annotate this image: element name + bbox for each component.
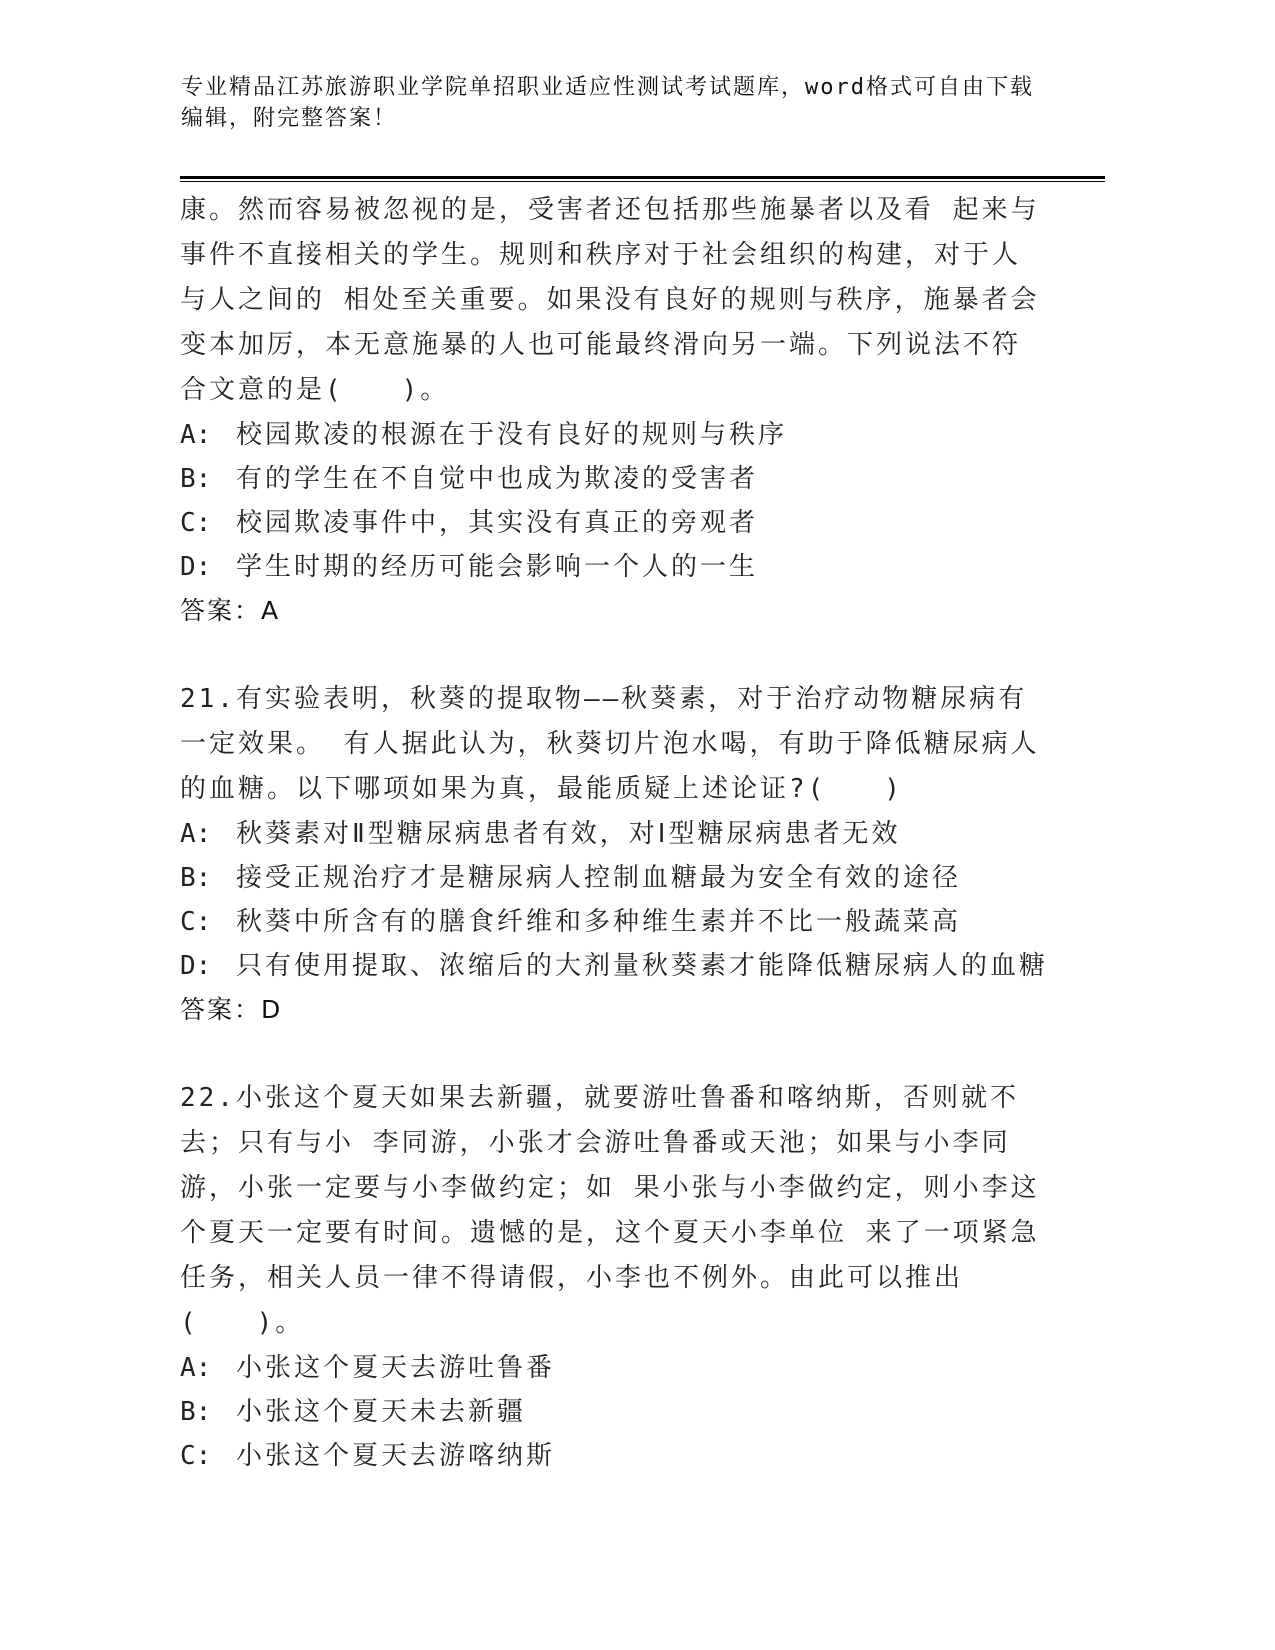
question-stem: 康。然而容易被忽视的是，受害者还包括那些施暴者以及看 起来与事件不直接相关的学生。规则和秩序对于社会组织的构建，对于人与人之间的 相处至关重要。如果没有良好的规则与秩序，施暴者会变本加厉，本无意施暴的人也可能最终滑向另一端。下列说法不符合文意的是( )。 [180,195,1040,405]
option-letter: B: [180,863,212,893]
option-d [180,944,1049,988]
document-header [181,72,1081,134]
option-text: 小张这个夏天未去新疆 [236,1397,527,1427]
option-text: 秋葵中所含有的膳食纤维和多种维生素并不比一般蔬菜高 [236,907,962,937]
question-21 [180,677,1049,1032]
option-letter: B: [180,464,212,494]
header-title-line-2: 编辑，附完整答案！ [181,106,398,131]
question-22 [180,1076,1040,1478]
question-spacer [180,633,1040,677]
answer-line: 答案：A [180,596,281,625]
option-text: 接受正规治疗才是糖尿病人控制血糖最为安全有效的途径 [236,863,962,893]
option-letter: B: [180,1397,212,1427]
option-a [180,1346,1040,1390]
option-c [180,900,1040,944]
option-text: 有的学生在不自觉中也成为欺凌的受害者 [236,464,759,494]
question-stem: 21.有实验表明，秋葵的提取物——秋葵素，对于治疗动物糖尿病有一定效果。 有人据此认为，秋葵切片泡水喝，有助于降低糖尿病人的血糖。以下哪项如果为真，最能质疑上述论证?( ) [180,684,1040,804]
option-text: 只有使用提取、浓缩后的大剂量秋葵素才能降低糖尿病人的血糖 [236,951,1049,981]
option-letter: A: [180,1353,212,1383]
header-divider-thin [180,181,1105,182]
option-text: 校园欺凌事件中，其实没有真正的旁观者 [236,508,759,538]
question-stem: 22.小张这个夏天如果去新疆，就要游吐鲁番和喀纳斯，否则就不去；只有与小 李同游，小张才会游吐鲁番或天池；如果与小李同游，小张一定要与小李做约定；如 果小张与小李做约定，则小李这个夏天一定要有时间。遗憾的是，这个夏天小李单位 来了一项紧急任务，相关人员一律不得请假，小李也不例外。由此可以推出( )。 [180,1083,1040,1338]
question-20 [180,188,1040,633]
header-divider-thick [180,176,1105,179]
option-letter: C: [180,1441,212,1471]
option-letter: D: [180,552,212,582]
option-text: 学生时期的经历可能会影响一个人的一生 [236,552,759,582]
option-b [180,1390,1040,1434]
option-letter: A: [180,819,212,849]
question-spacer [180,1032,1040,1076]
option-b [180,856,1040,900]
option-d [180,545,1040,589]
option-c [180,501,1040,545]
option-text: 校园欺凌的根源在于没有良好的规则与秩序 [236,420,788,450]
option-letter: A: [180,420,212,450]
option-a [180,812,1040,856]
option-b [180,457,1040,501]
option-text: 秋葵素对Ⅱ型糖尿病患者有效，对Ⅰ型糖尿病患者无效 [236,819,901,849]
header-title-line-1: 专业精品江苏旅游职业学院单招职业适应性测试考试题库，word格式可自由下载 [181,75,1034,100]
option-a [180,413,1040,457]
option-text: 小张这个夏天去游喀纳斯 [236,1441,556,1471]
option-c [180,1434,1040,1478]
answer-line: 答案：D [180,995,283,1024]
question-content [180,188,1049,1478]
option-letter: C: [180,508,212,538]
option-text: 小张这个夏天去游吐鲁番 [236,1353,556,1383]
option-letter: D: [180,951,212,981]
option-letter: C: [180,907,212,937]
